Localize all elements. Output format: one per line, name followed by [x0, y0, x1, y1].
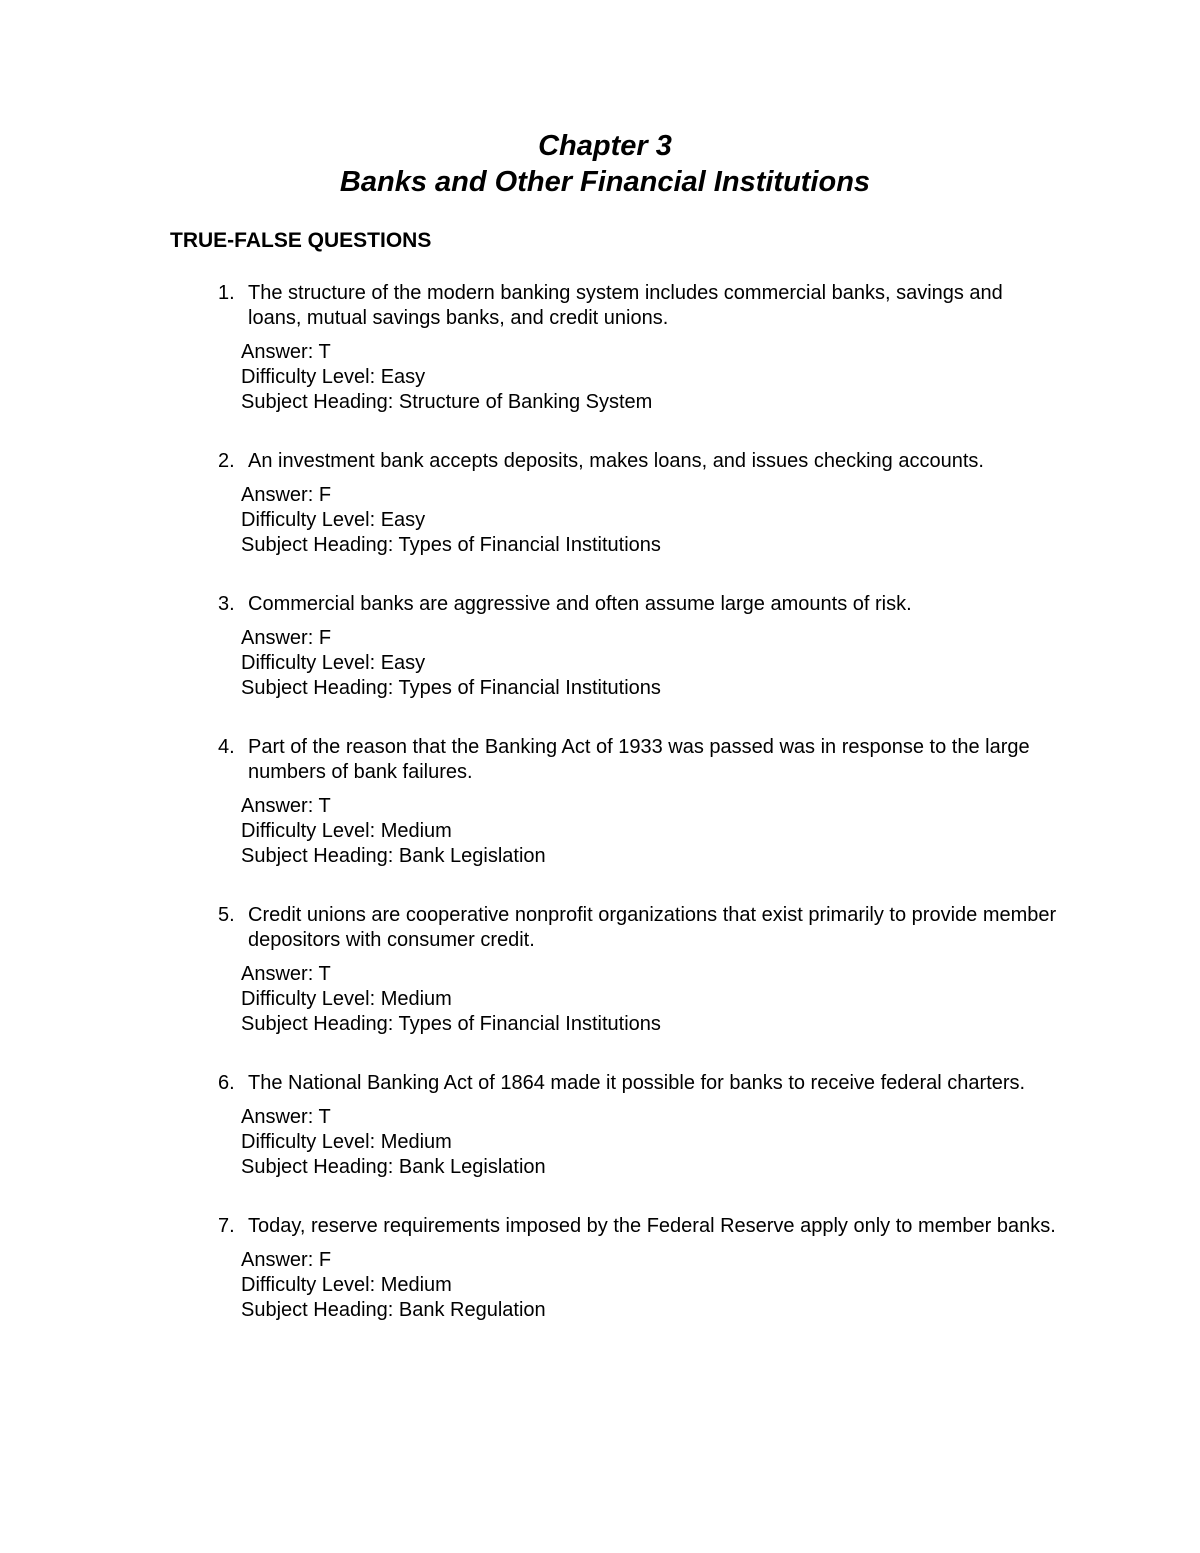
- title-block: [0, 128, 1200, 200]
- question-stem: [218, 735, 1058, 785]
- difficulty-value: Easy: [380, 652, 426, 674]
- difficulty-line: [241, 651, 1058, 676]
- answer-label: Answer:: [241, 484, 314, 506]
- answer-label: Answer:: [241, 963, 314, 985]
- subject-line: [241, 533, 1058, 558]
- answer-label: Answer:: [241, 627, 314, 649]
- subject-label: Subject Heading:: [241, 1156, 394, 1178]
- question-2: [218, 449, 1058, 558]
- question-3: [218, 592, 1058, 701]
- question-4: [218, 735, 1058, 869]
- difficulty-value: Easy: [380, 366, 426, 388]
- subject-line: [241, 390, 1058, 415]
- subject-line: [241, 676, 1058, 701]
- difficulty-line: [241, 508, 1058, 533]
- question-stem: [218, 1071, 1058, 1096]
- subject-label: Subject Heading:: [241, 534, 394, 556]
- answer-value: F: [318, 627, 332, 649]
- chapter-title: Banks and Other Financial Institutions: [339, 166, 871, 198]
- question-text: Credit unions are cooperative nonprofit organizations that exist primarily to provide member depositors with consumer credit.: [248, 904, 1057, 951]
- question-meta: [218, 962, 1058, 1037]
- difficulty-value: Medium: [380, 820, 452, 842]
- difficulty-label: Difficulty Level:: [241, 988, 376, 1010]
- answer-line: [241, 1105, 1058, 1130]
- answer-label: Answer:: [241, 795, 314, 817]
- question-5: [218, 903, 1058, 1037]
- answer-label: Answer:: [241, 341, 314, 363]
- difficulty-line: [241, 819, 1058, 844]
- question-meta: [218, 626, 1058, 701]
- difficulty-value: Easy: [380, 509, 426, 531]
- subject-value: Bank Regulation: [398, 1299, 546, 1321]
- subject-value: Structure of Banking System: [398, 391, 653, 413]
- question-6: [218, 1071, 1058, 1180]
- answer-line: [241, 626, 1058, 651]
- question-text: An investment bank accepts deposits, makes loans, and issues checking accounts.: [248, 450, 984, 472]
- answer-value: T: [318, 341, 331, 363]
- question-text: The National Banking Act of 1864 made it possible for banks to receive federal charters.: [248, 1072, 1026, 1094]
- subject-line: [241, 844, 1058, 869]
- difficulty-line: [241, 1130, 1058, 1155]
- question-stem: [218, 903, 1058, 953]
- question-stem: [218, 592, 1058, 617]
- question-stem: [218, 281, 1058, 331]
- difficulty-label: Difficulty Level:: [241, 509, 376, 531]
- subject-label: Subject Heading:: [241, 1299, 394, 1321]
- question-meta: [218, 483, 1058, 558]
- question-meta: [218, 340, 1058, 415]
- difficulty-value: Medium: [380, 1131, 452, 1153]
- difficulty-label: Difficulty Level:: [241, 820, 376, 842]
- question-text: The structure of the modern banking system includes commercial banks, savings and loans, mutual savings banks, and credit unions.: [248, 282, 1003, 329]
- question-7: [218, 1214, 1058, 1323]
- answer-value: T: [318, 963, 331, 985]
- answer-value: F: [318, 1249, 332, 1271]
- subject-value: Bank Legislation: [398, 1156, 546, 1178]
- answer-label: Answer:: [241, 1106, 314, 1128]
- question-stem: [218, 449, 1058, 474]
- answer-value: T: [318, 1106, 331, 1128]
- answer-line: [241, 483, 1058, 508]
- question-1: [218, 281, 1058, 415]
- difficulty-value: Medium: [380, 988, 452, 1010]
- section-heading: TRUE-FALSE QUESTIONS: [170, 229, 432, 252]
- answer-value: F: [318, 484, 332, 506]
- subject-line: [241, 1155, 1058, 1180]
- question-meta: [218, 1105, 1058, 1180]
- difficulty-line: [241, 987, 1058, 1012]
- answer-value: T: [318, 795, 331, 817]
- subject-value: Types of Financial Institutions: [398, 1013, 661, 1035]
- question-meta: [218, 794, 1058, 869]
- question-number: 1.: [218, 282, 235, 304]
- subject-label: Subject Heading:: [241, 677, 394, 699]
- difficulty-value: Medium: [380, 1274, 452, 1296]
- answer-label: Answer:: [241, 1249, 314, 1271]
- answer-line: [241, 340, 1058, 365]
- subject-label: Subject Heading:: [241, 1013, 394, 1035]
- question-text: Part of the reason that the Banking Act of 1933 was passed was in response to the large numbers of bank failures.: [248, 736, 1030, 783]
- subject-value: Types of Financial Institutions: [398, 534, 661, 556]
- question-list: [218, 281, 1058, 1357]
- answer-line: [241, 1248, 1058, 1273]
- question-meta: [218, 1248, 1058, 1323]
- subject-value: Types of Financial Institutions: [398, 677, 661, 699]
- question-number: 4.: [218, 736, 235, 758]
- answer-line: [241, 962, 1058, 987]
- difficulty-line: [241, 1273, 1058, 1298]
- question-text: Commercial banks are aggressive and often assume large amounts of risk.: [248, 593, 912, 615]
- question-number: 7.: [218, 1215, 235, 1237]
- chapter-number: Chapter 3: [538, 130, 672, 162]
- subject-value: Bank Legislation: [398, 845, 546, 867]
- question-text: Today, reserve requirements imposed by the Federal Reserve apply only to member banks.: [248, 1215, 1056, 1237]
- difficulty-label: Difficulty Level:: [241, 366, 376, 388]
- question-stem: [218, 1214, 1058, 1239]
- difficulty-line: [241, 365, 1058, 390]
- subject-label: Subject Heading:: [241, 391, 394, 413]
- question-number: 6.: [218, 1072, 235, 1094]
- question-number: 2.: [218, 450, 235, 472]
- difficulty-label: Difficulty Level:: [241, 1131, 376, 1153]
- difficulty-label: Difficulty Level:: [241, 1274, 376, 1296]
- question-number: 3.: [218, 593, 235, 615]
- subject-line: [241, 1298, 1058, 1323]
- question-number: 5.: [218, 904, 235, 926]
- subject-label: Subject Heading:: [241, 845, 394, 867]
- difficulty-label: Difficulty Level:: [241, 652, 376, 674]
- subject-line: [241, 1012, 1058, 1037]
- answer-line: [241, 794, 1058, 819]
